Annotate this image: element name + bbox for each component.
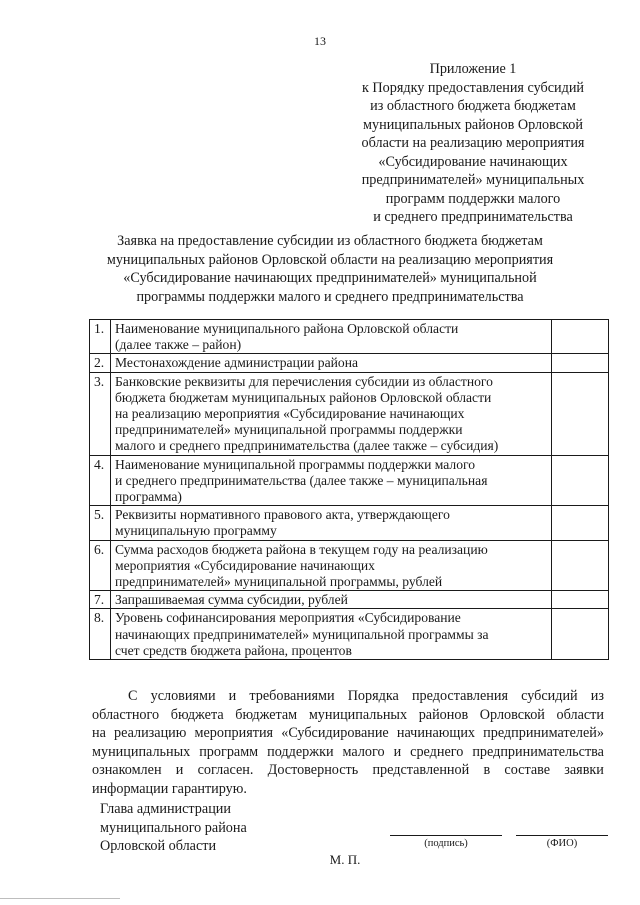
title-line: муниципальных районов Орловской области на реализацию мероприятия <box>106 251 554 268</box>
conclusion-paragraph <box>92 687 604 799</box>
appendix-line: Приложение 1 <box>429 61 517 77</box>
row-value-cell[interactable] <box>552 455 609 506</box>
application-title <box>90 232 570 306</box>
row-number: 6. <box>90 540 111 591</box>
bottom-rule <box>0 898 120 899</box>
row-value-cell[interactable] <box>552 372 609 455</box>
row-label: Запрашиваемая сумма субсидии, рублей <box>111 591 552 609</box>
name-line[interactable] <box>516 835 608 836</box>
appendix-header <box>338 60 608 227</box>
appendix-line: области на реализацию мероприятия <box>361 135 585 151</box>
table-row <box>90 540 609 591</box>
signer-line: муниципального района <box>100 819 247 836</box>
table-row <box>90 320 609 354</box>
row-number: 5. <box>90 506 111 540</box>
row-value-cell[interactable] <box>552 354 609 372</box>
application-table <box>89 319 609 660</box>
appendix-line: из областного бюджета бюджетам <box>370 98 576 114</box>
signature-label: (подпись) <box>424 838 468 849</box>
conclusion-line: на реализацию мероприятия «Субсидирование начинающих предпринимателей» <box>92 725 604 742</box>
row-value-cell[interactable] <box>552 506 609 540</box>
conclusion-line: С условиями и требованиями Порядка предоставления субсидий из <box>128 688 604 704</box>
row-label: Реквизиты нормативного правового акта, утверждающего муниципальную программу <box>111 506 552 540</box>
table-row <box>90 372 609 455</box>
row-value-cell[interactable] <box>552 540 609 591</box>
conclusion-line: информации гарантирую. <box>92 780 247 797</box>
row-number: 3. <box>90 372 111 455</box>
conclusion-line: муниципальных программ поддержки малого и среднего предпринимательства <box>92 743 604 760</box>
signer-block <box>100 800 247 856</box>
signature-line[interactable] <box>390 835 502 836</box>
row-number: 8. <box>90 609 111 660</box>
row-label: Наименование муниципальной программы поддержки малого и среднего предпринимательства (далее также – муниципальная программа) <box>111 455 552 506</box>
row-label: Сумма расходов бюджета района в текущем году на реализацию мероприятия «Субсидирование начинающих предпринимателей» муниципальной программы, рублей <box>111 540 552 591</box>
row-label: Местонахождение администрации района <box>111 354 552 372</box>
row-number: 4. <box>90 455 111 506</box>
title-line: «Субсидирование начинающих предпринимателей» муниципальной <box>123 270 537 286</box>
table-row <box>90 609 609 660</box>
stamp-place: М. П. <box>329 852 361 867</box>
appendix-line: и среднего предпринимательства <box>373 209 573 225</box>
row-label: Банковские реквизиты для перечисления субсидии из областного бюджета бюджетам муниципальных районов Орловской области на реализацию мероприятия «Субсидирование начинающих предпринимателей» муниципальной программы поддержки малого и среднего предпринимательства (далее также – субсидия) <box>111 372 552 455</box>
table-row <box>90 455 609 506</box>
title-line: программы поддержки малого и среднего предпринимательства <box>136 288 524 305</box>
row-value-cell[interactable] <box>552 591 609 609</box>
row-number: 2. <box>90 354 111 372</box>
table-row <box>90 506 609 540</box>
appendix-line: предпринимателей» муниципальных <box>361 172 585 188</box>
conclusion-line: областного бюджета бюджетам муниципальных районов Орловской области <box>92 706 604 723</box>
row-number: 1. <box>90 320 111 354</box>
row-number: 7. <box>90 591 111 609</box>
appendix-line: муниципальных районов Орловской <box>363 116 583 133</box>
appendix-line: к Порядку предоставления субсидий <box>361 79 585 96</box>
row-label: Наименование муниципального района Орловской области (далее также – район) <box>111 320 552 354</box>
row-label: Уровень софинансирования мероприятия «Субсидирование начинающих предпринимателей» муниципальной программы за счет средств бюджета района, процентов <box>111 609 552 660</box>
title-line: Заявка на предоставление субсидии из областного бюджета бюджетам <box>117 233 543 249</box>
signer-line: Глава администрации <box>100 801 231 817</box>
row-value-cell[interactable] <box>552 609 609 660</box>
name-label: (ФИО) <box>546 838 578 849</box>
appendix-line: программ поддержки малого <box>385 190 561 207</box>
conclusion-line: ознакомлен и согласен. Достоверность представленной в составе заявки <box>92 762 604 779</box>
row-value-cell[interactable] <box>552 320 609 354</box>
table-row <box>90 354 609 372</box>
appendix-line: «Субсидирование начинающих <box>378 153 568 170</box>
signer-line: Орловской области <box>100 838 217 854</box>
page-number: 13 <box>314 34 326 48</box>
table-row <box>90 591 609 609</box>
